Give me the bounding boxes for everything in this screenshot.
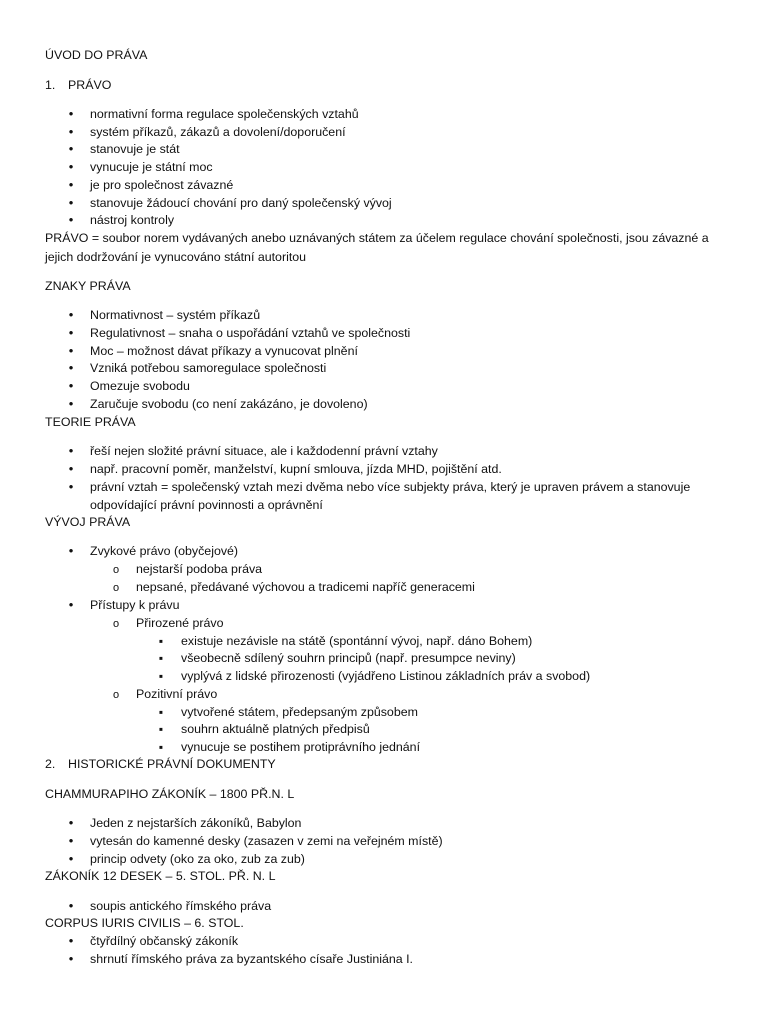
list-item: nástroj kontroly xyxy=(90,213,175,227)
bullet-icon xyxy=(63,360,79,376)
bullet-icon xyxy=(63,933,79,949)
circle-bullet-icon xyxy=(108,615,124,632)
circle-bullet-icon xyxy=(108,686,124,703)
square-bullet-icon xyxy=(153,633,169,649)
bullet-icon xyxy=(63,177,79,193)
bullet-icon xyxy=(63,543,79,559)
list-item: Vzniká potřebou samoregulace společnosti xyxy=(90,361,327,375)
list-item: vytesán do kamenné desky (zasazen v zemi na veřejném místě) xyxy=(90,834,443,848)
list-item: Přístupy k právu xyxy=(90,598,180,612)
list-item: vynucuje je státní moc xyxy=(90,160,213,174)
list-item: normativní forma regulace společenských vztahů xyxy=(90,107,359,121)
list-item: Regulativnost – snaha o uspořádání vztahů ve společnosti xyxy=(90,326,411,340)
section-2-number: 2. xyxy=(45,757,56,771)
list-item: Jeden z nejstarších zákoníků, Babylon xyxy=(90,816,302,830)
square-bullet-icon xyxy=(153,650,169,666)
sub-sub-list-item: všeobecně sdílený souhrn principů (např. presumpce neviny) xyxy=(181,651,516,665)
list-item: Zaručuje svobodu (co není zakázáno, je dovoleno) xyxy=(90,397,368,411)
list-item: systém příkazů, zákazů a dovolení/doporučení xyxy=(90,125,346,139)
sub-sub-list-item: souhrn aktuálně platných předpisů xyxy=(181,722,370,736)
bullet-icon xyxy=(63,443,79,459)
section-1-title: PRÁVO xyxy=(68,78,112,92)
bullet-icon xyxy=(63,378,79,394)
sub-sub-list-item: vyplývá z lidské přirozenosti (vyjádřeno Listinou základních práv a svobod) xyxy=(181,669,591,683)
bullet-icon xyxy=(63,479,79,495)
list-item-continuation: odpovídající právní povinnosti a oprávnění xyxy=(90,498,323,512)
bullet-icon xyxy=(63,343,79,359)
list-item: řeší nejen složité právní situace, ale i každodenní právní vztahy xyxy=(90,444,438,458)
bullet-icon xyxy=(63,307,79,323)
bullet-icon xyxy=(63,212,79,228)
bullet-icon xyxy=(63,106,79,122)
bullet-icon xyxy=(63,396,79,412)
list-item: shrnutí římského práva za byzantského císaře Justiniána I. xyxy=(90,952,414,966)
definition-text: PRÁVO = soubor norem vydávaných anebo uznávaných státem za účelem regulace chování společnosti, jsou závazné a xyxy=(45,231,709,245)
square-bullet-icon xyxy=(153,739,169,755)
section-2-title: HISTORICKÉ PRÁVNÍ DOKUMENTY xyxy=(68,757,276,771)
section-heading: VÝVOJ PRÁVA xyxy=(45,515,131,529)
sub-sub-list-item: vynucuje se postihem protiprávního jednání xyxy=(181,740,421,754)
section-heading: TEORIE PRÁVA xyxy=(45,415,136,429)
list-item: je pro společnost závazné xyxy=(90,178,234,192)
sub-list-item: nejstarší podoba práva xyxy=(136,562,263,576)
square-bullet-icon xyxy=(153,721,169,737)
bullet-icon xyxy=(63,951,79,967)
section-heading: ZÁKONÍK 12 DESEK – 5. STOL. PŘ. N. L xyxy=(45,869,276,883)
sub-sub-list-item: existuje nezávisle na státě (spontánní vývoj, např. dáno Bohem) xyxy=(181,634,533,648)
list-item: čtyřdílný občanský zákoník xyxy=(90,934,239,948)
sub-list-item: Pozitivní právo xyxy=(136,687,218,701)
document-title: ÚVOD DO PRÁVA xyxy=(45,48,148,62)
list-item: stanovuje žádoucí chování pro daný společenský vývoj xyxy=(90,196,392,210)
bullet-icon xyxy=(63,195,79,211)
circle-bullet-icon xyxy=(108,579,124,596)
list-item: např. pracovní poměr, manželství, kupní smlouva, jízda MHD, pojištění atd. xyxy=(90,462,502,476)
list-item: stanovuje je stát xyxy=(90,142,180,156)
list-item: Zvykové právo (obyčejové) xyxy=(90,544,239,558)
square-bullet-icon xyxy=(153,704,169,720)
list-item: soupis antického římského práva xyxy=(90,899,272,913)
bullet-icon xyxy=(63,461,79,477)
square-bullet-icon xyxy=(153,668,169,684)
list-item: princip odvety (oko za oko, zub za zub) xyxy=(90,852,305,866)
bullet-icon xyxy=(63,898,79,914)
bullet-icon xyxy=(63,597,79,613)
bullet-icon xyxy=(63,851,79,867)
bullet-icon xyxy=(63,124,79,140)
list-item: Moc – možnost dávat příkazy a vynucovat plnění xyxy=(90,344,358,358)
bullet-icon xyxy=(63,833,79,849)
bullet-icon xyxy=(63,815,79,831)
section-heading: CORPUS IURIS CIVILIS – 6. STOL. xyxy=(45,916,244,930)
section-heading: ZNAKY PRÁVA xyxy=(45,279,131,293)
sub-list-item: Přirozené právo xyxy=(136,616,224,630)
bullet-icon xyxy=(63,159,79,175)
bullet-icon xyxy=(63,141,79,157)
list-item: Omezuje svobodu xyxy=(90,379,190,393)
section-1-number: 1. xyxy=(45,78,56,92)
sub-list-item: nepsané, předávané výchovou a tradicemi napříč generacemi xyxy=(136,580,475,594)
circle-bullet-icon xyxy=(108,561,124,578)
sub-sub-list-item: vytvořené státem, předepsaným způsobem xyxy=(181,705,418,719)
section-heading: CHAMMURAPIHO ZÁKONÍK – 1800 PŘ.N. L xyxy=(45,787,295,801)
list-item: Normativnost – systém příkazů xyxy=(90,308,261,322)
list-item: právní vztah = společenský vztah mezi dvěma nebo více subjekty práva, který je upraven právem a stanovuje xyxy=(90,480,691,494)
bullet-icon xyxy=(63,325,79,341)
definition-text: jejich dodržování je vynucováno státní autoritou xyxy=(45,250,307,264)
